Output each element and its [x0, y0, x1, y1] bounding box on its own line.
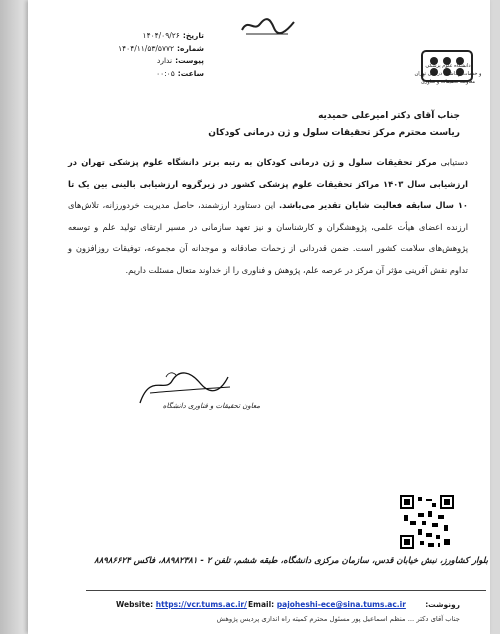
svg-text:دکتر امین کرمی: دکتر امین کرمی: [110, 363, 117, 364]
signatory-title: معاون تحقیقات و فناوری دانشگاه: [162, 402, 260, 410]
footer-website: Website: https://vcr.tums.ac.ir/: [116, 600, 247, 609]
footer-email: Email: pajoheshi-ece@sina.tums.ac.ir: [248, 600, 406, 609]
recipient-name: جناب آقای دکتر امیرعلی حمیدیه: [318, 111, 460, 121]
letter-meta: [94, 30, 204, 80]
page-edge-shadow: [0, 0, 28, 634]
email-link[interactable]: pajoheshi-ece@sina.tums.ac.ir: [276, 600, 406, 609]
achievement-statement: مرکز تحقیقات سلول و ژن درمانی کودکان به رتبه برتر دانشگاه علوم پزشکی تهران در ارزشیابی سال ۱۴۰۳ مراکز تحقیقات علوم پزشکی کشور در زیرگروه ارزشیابی بالینی بین یک تا ۱۰ سال سابقه فعالیت شایان تقدیر می‌باشد.: [68, 157, 468, 210]
number-row: شماره:۱۴۰۴/۱۱/۵۳/۵۷۷۲: [118, 43, 204, 53]
recipient-title: ریاست محترم مرکز تحقیقات سلول و ژن درمانی کودکان: [208, 128, 460, 138]
svg-text:بسمه تعالی: بسمه تعالی: [268, 28, 273, 29]
time-row: ساعت:۰۰:۰۵: [156, 68, 204, 78]
recipient-block: [40, 108, 460, 142]
logo-caption: دانشگاه علوم پزشکی و خدمات بهداشتی درمانی تهران معاونت تحقیقات و فناوری: [414, 63, 482, 85]
footer-address: بلوار کشاورز، نبش خیابان قدس، سازمان مرکزی دانشگاه، طبقه ششم، تلفن ۲ - ۸۸۹۸۲۳۸۱، فاکس ۸۸۹۸۶۶۲۴: [94, 556, 488, 566]
footer-divider: [86, 590, 486, 591]
qr-code: [400, 495, 454, 549]
cc-label: رونوشت:: [425, 600, 460, 609]
handwritten-signature: [110, 363, 240, 423]
date-row: تاریخ:۱۴۰۴/۰۹/۲۶: [142, 31, 204, 40]
website-link[interactable]: https://vcr.tums.ac.ir/: [155, 600, 247, 609]
letter-page: [28, 0, 490, 634]
attachment-row: پیوست:ندارد: [157, 56, 204, 65]
cc-text: جناب آقای دکتر ... منظم اسماعیل پور مسئول محترم کمیته راه اندازی پردیس پژوهش: [216, 615, 460, 623]
basmala-calligraphy: [238, 14, 298, 38]
letter-body: دستیابی مرکز تحقیقات سلول و ژن درمانی کودکان به رتبه برتر دانشگاه علوم پزشکی تهران در ارزشیابی سال ۱۴۰۳ مراکز تحقیقات علوم پزشکی کشور در زیرگروه ارزشیابی بالینی بین یک تا ۱۰ سال سابقه فعالیت شایان تقدیر می‌باشد. این دستاورد ارزشمند، حاصل مدیریت خردورزانه، تلاش‌های ارزنده اعضای هیأت علمی، پژوهشگران و کارشناسان و نیز تعهد سازمانی در مسیر ارتقای تولید علم و توسعه پژوهش‌های سلامت کشور است. ضمن قدردانی از زحمات صادقانه و موجدانه آن مجموعه، توفیقات روزافزون و تداوم نقش آفرینی مؤثر آن مرکز در عرصه علم، پژوهش و فناوری را از خداوند متعال مسئلت داریم.: [68, 157, 468, 275]
